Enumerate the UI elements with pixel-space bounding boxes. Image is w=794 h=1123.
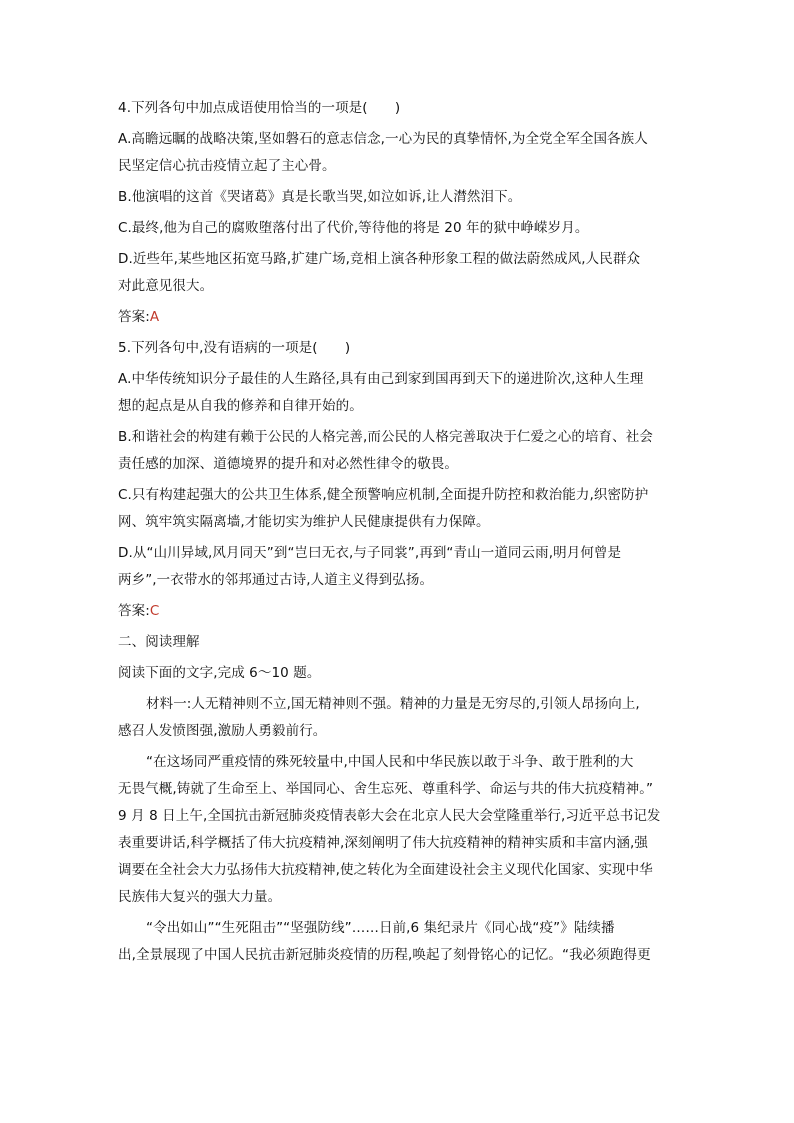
q4-option-a: A.高瞻远瞩的战略决策,坚如磐石的意志信念,一心为民的真挚情怀,为全党全军全国各族人 民坚定信心抗击疫情立起了主心骨。 — [118, 131, 648, 174]
q5-answer — [118, 598, 678, 625]
q5-option-d: D.从“山川异域,风月同天”到“岂曰无衣,与子同裳”,再到“青山一道同云雨,明月何曾是 两乡”,一衣带水的邻邦通过古诗,人道主义得到弘扬。 — [118, 545, 622, 588]
q5-stem: 5.下列各句中,没有语病的一项是( ) — [118, 340, 351, 356]
q4-answer — [118, 304, 678, 331]
answer-label: 答案: — [118, 603, 150, 619]
section-heading: 二、阅读理解 — [118, 634, 200, 650]
paragraph-quote: “在这场同严重疫情的殊死较量中,中国人民和中华民族以敢于斗争、敢于胜利的大 无畏气概,铸就了生命至上、举国同心、舍生忘死、尊重科学、命运与共的伟大抗疫精神。” 9 月 8 日上午,全国抗击新冠肺炎疫情表彰大会在北京人民大会堂隆重举行,习近平总书记发 表重要讲话,科学概括了伟大抗疫精神,深刻阐明了伟大抗疫精神的精神实质和丰富内涵,强 调要在全社会大力弘扬伟大抗疫精神,使之转化为全面建设社会主义现代化国家、实现中华 民族伟大复兴的强大力量。 — [118, 754, 661, 905]
q4-option-b: B.他演唱的这首《哭诸葛》真是长歌当哭,如泣如诉,让人潸然泪下。 — [118, 189, 522, 205]
q4-stem: 4.下列各句中加点成语使用恰当的一项是( ) — [118, 100, 401, 116]
q4-option-d: D.近些年,某些地区拓宽马路,扩建广场,竞相上演各种形象工程的做法蔚然成风,人民群众 对此意见很大。 — [118, 251, 641, 294]
paragraph-documentary: “令出如山”“生死阻击”“坚强防线”……日前,6 集纪录片《同心战“疫”》陆续播 出,全景展现了中国人民抗击新冠肺炎疫情的历程,唤起了刻骨铭心的记忆。“我必须跑得更 — [118, 920, 651, 963]
section-instruction: 阅读下面的文字,完成 6～10 题。 — [118, 665, 321, 681]
answer-value: A — [149, 309, 160, 325]
q5-option-b: B.和谐社会的构建有赖于公民的人格完善,而公民的人格完善取决于仁爱之心的培育、社会 责任感的加深、道德境界的提升和对必然性律令的敬畏。 — [118, 429, 653, 472]
paragraph-material-1: 材料一:人无精神则不立,国无精神则不强。精神的力量是无穷尽的,引领人昂扬向上, 感召人发愤图强,激励人勇毅前行。 — [118, 696, 640, 739]
q5-option-a: A.中华传统知识分子最佳的人生路径,具有由己到家到国再到天下的递进阶次,这种人生理 想的起点是从自我的修养和自律开始的。 — [118, 371, 644, 414]
answer-label: 答案: — [118, 309, 150, 325]
answer-value: C — [149, 603, 160, 619]
document-page — [118, 95, 678, 969]
q4-option-c: C.最终,他为自己的腐败堕落付出了代价,等待他的将是 20 年的狱中峥嵘岁月。 — [118, 220, 589, 236]
q5-option-c: C.只有构建起强大的公共卫生体系,健全预警响应机制,全面提升防控和救治能力,织密防护 网、筑牢筑实隔离墙,才能切实为维护人民健康提供有力保障。 — [118, 487, 649, 530]
